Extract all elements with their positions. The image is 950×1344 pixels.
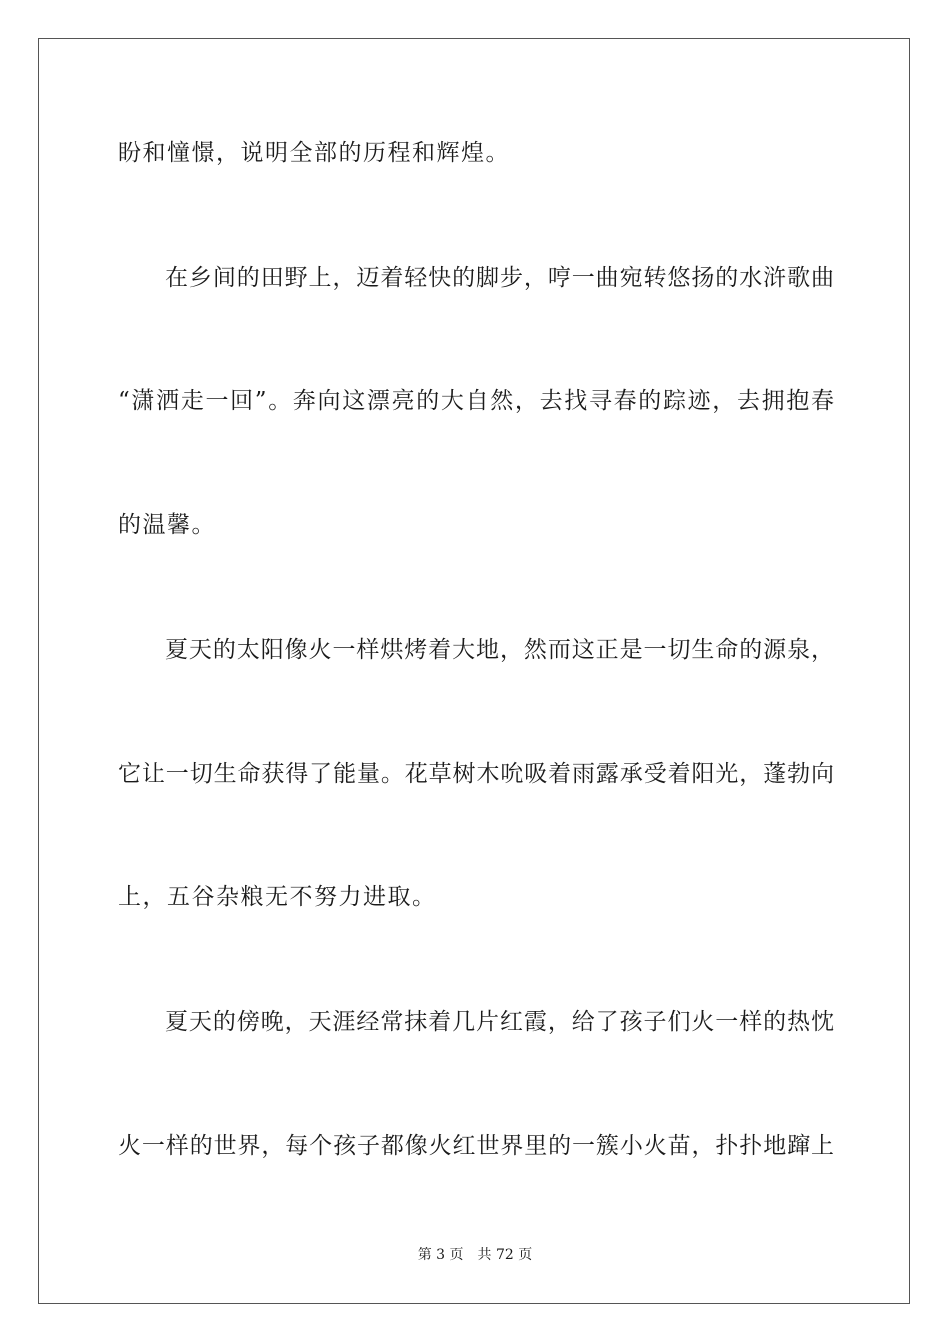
page-number: 第 3 页 xyxy=(417,1247,464,1263)
paragraph-start-line: 在乡间的田野上，迈着轻快的脚步，哼一曲宛转悠扬的水浒歌曲 xyxy=(165,265,834,291)
page-total: 共 72 页 xyxy=(477,1247,533,1263)
paragraph-start-line: 夏天的傍晚，天涯经常抹着几片红霞，给了孩子们火一样的热忱 xyxy=(165,1009,834,1035)
page-footer xyxy=(0,1246,950,1264)
text-line: 它让一切生命获得了能量。花草树木吮吸着雨露承受着阳光，蓬勃向 xyxy=(118,761,834,787)
text-line: 火一样的世界，每个孩子都像火红世界里的一簇小火苗，扑扑地蹿上 xyxy=(118,1133,834,1159)
page-border xyxy=(38,38,910,1304)
text-line: “潇洒走一回”。奔向这漂亮的大自然，去找寻春的踪迹，去拥抱春 xyxy=(118,388,834,414)
text-line: 上，五谷杂粮无不努力进取。 xyxy=(118,884,437,910)
text-line: 的温馨。 xyxy=(118,512,216,538)
text-line: 盼和憧憬，说明全部的历程和辉煌。 xyxy=(118,140,510,166)
paragraph-start-line: 夏天的太阳像火一样烘烤着大地，然而这正是一切生命的源泉， xyxy=(165,637,834,663)
